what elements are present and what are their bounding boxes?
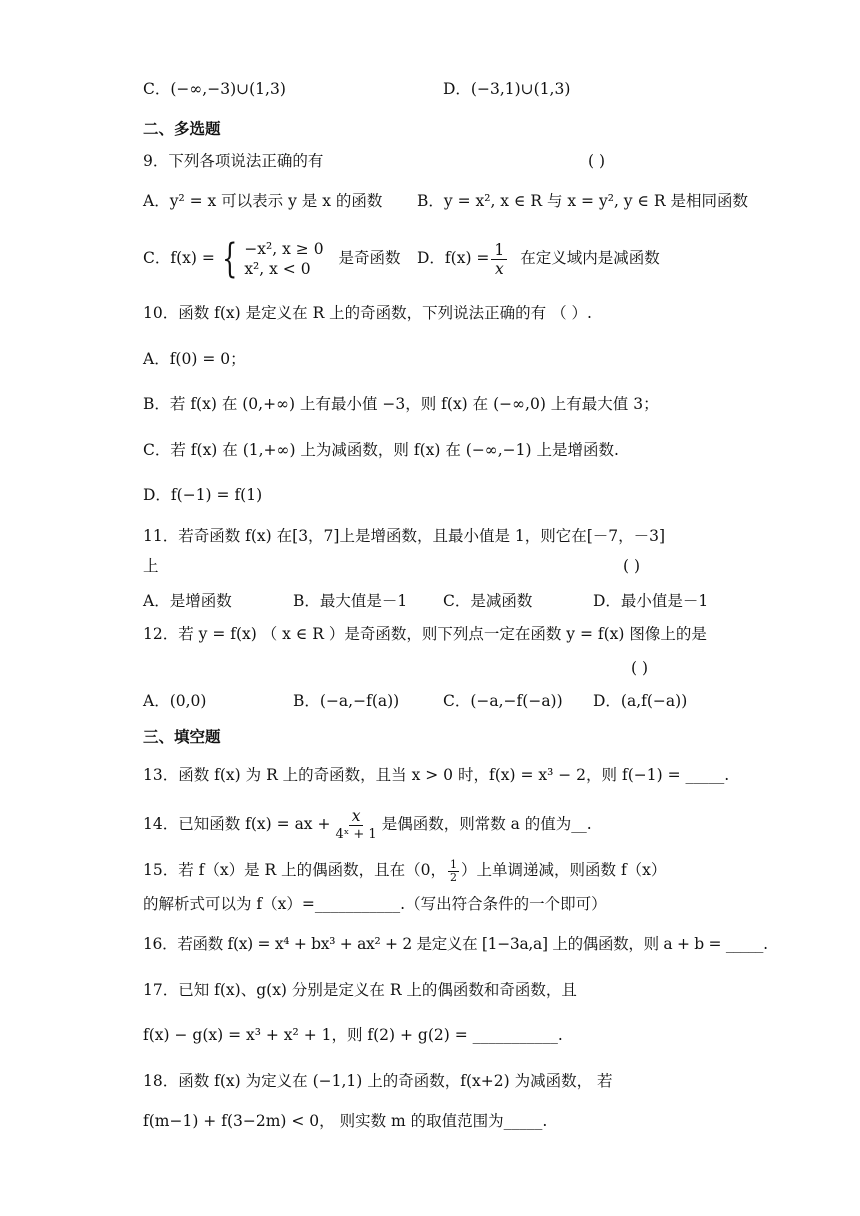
q14-text — [143, 804, 592, 844]
fraction-denominator: x — [494, 259, 504, 278]
fraction-denominator: 4ˣ + 1 — [335, 826, 377, 842]
q15-line1 — [143, 852, 666, 888]
fraction-one-half — [448, 859, 459, 884]
q10-stem: 10．函数 f(x) 是定义在 R 上的奇函数，下列说法正确的有 （ ）. — [143, 304, 592, 322]
q9-option-c — [143, 236, 401, 280]
q12-option-c: C．(−a,−f(−a)) — [443, 692, 563, 710]
piecewise-case-2: x², x < 0 — [244, 260, 311, 278]
q9-option-d — [417, 236, 660, 280]
q9-stem: 9．下列各项说法正确的有 — [143, 152, 324, 170]
q9-answer-paren: ( ) — [588, 152, 606, 170]
fraction-numerator: 1 — [450, 857, 458, 871]
q13-text: 13．函数 f(x) 为 R 上的奇函数，且当 x > 0 时，f(x) = x³ − 2，则 f(−1) = _____. — [143, 766, 730, 784]
q15-suffix: ）上单调递减，则函数 f（x） — [461, 861, 667, 879]
left-brace-icon: { — [221, 236, 238, 282]
q10-option-d: D．f(−1) = f(1) — [143, 486, 263, 504]
fraction-one-over-x — [491, 241, 507, 278]
q11-option-b: B．最大值是－1 — [293, 592, 408, 610]
q9-option-a: A．y² = x 可以表示 y 是 x 的函数 — [143, 192, 383, 210]
section-heading-multi-choice: 二、多选题 — [143, 120, 221, 138]
q14-prefix: 14．已知函数 f(x) = ax + — [143, 815, 331, 833]
q11-stem-continued: 上 — [143, 557, 159, 575]
section-heading-fill-in: 三、填空题 — [143, 728, 221, 746]
q12-stem: 12．若 y = f(x) （ x ∈ R ）是奇函数，则下列点一定在函数 y = f(x) 图像上的是 — [143, 625, 707, 643]
piecewise-cases — [244, 239, 323, 279]
fraction-x-over-4x-plus-1 — [332, 807, 379, 844]
q12-option-b: B．(−a,−f(a)) — [293, 692, 400, 710]
q9-option-c-suffix: 是奇函数 — [338, 249, 401, 267]
q12-answer-paren: ( ) — [631, 659, 649, 677]
q8-option-c: C．(−∞,−3)∪(1,3) — [143, 80, 286, 98]
q17-line2: f(x) − g(x) = x³ + x² + 1，则 f(2) + g(2) = ___________. — [143, 1026, 563, 1044]
q10-option-a: A．f(0) = 0； — [143, 350, 246, 368]
q9-option-d-suffix: 在定义域内是减函数 — [520, 249, 660, 267]
q11-option-a: A．是增函数 — [143, 592, 232, 610]
q11-answer-paren: ( ) — [623, 557, 641, 575]
q15-prefix: 15．若 f（x）是 R 上的偶函数，且在（0， — [143, 861, 447, 879]
q12-option-d: D．(a,f(−a)) — [593, 692, 688, 710]
q12-option-a: A．(0,0) — [143, 692, 207, 710]
q17-line1: 17．已知 f(x)、g(x) 分别是定义在 R 上的偶函数和奇函数，且 — [143, 981, 577, 999]
fraction-denominator: 2 — [450, 870, 458, 884]
fraction-numerator: x — [349, 807, 364, 826]
q8-option-d: D．(−3,1)∪(1,3) — [443, 80, 571, 98]
q10-option-c: C．若 f(x) 在 (1,+∞) 上为减函数，则 f(x) 在 (−∞,−1) 上是增函数. — [143, 441, 619, 459]
q9-option-b: B．y = x², x ∈ R 与 x = y², y ∈ R 是相同函数 — [417, 192, 748, 210]
q18-line2: f(m−1) + f(3−2m) < 0， 则实数 m 的取值范围为_____. — [143, 1112, 548, 1130]
q10-option-b: B．若 f(x) 在 (0,+∞) 上有最小值 −3，则 f(x) 在 (−∞,0) 上有最大值 3； — [143, 395, 659, 413]
q15-line2: 的解析式可以为 f（x）=___________.（写出符合条件的一个即可） — [143, 895, 607, 913]
q9-option-c-prefix: C．f(x) = — [143, 249, 215, 267]
q14-suffix: 是偶函数，则常数 a 的值为__. — [381, 815, 592, 833]
q16-text: 16．若函数 f(x) = x⁴ + bx³ + ax² + 2 是定义在 [1−3a,a] 上的偶函数，则 a + b = _____. — [143, 935, 768, 953]
fraction-numerator: 1 — [491, 241, 507, 260]
q11-option-c: C．是减函数 — [443, 592, 533, 610]
q11-stem: 11．若奇函数 f(x) 在[3，7]上是增函数，且最小值是 1，则它在[－7，－3] — [143, 527, 666, 545]
piecewise-case-1: −x², x ≥ 0 — [244, 240, 324, 258]
q9-option-d-prefix: D．f(x) = — [417, 249, 490, 267]
q18-line1: 18．函数 f(x) 为定义在 (−1,1) 上的奇函数，f(x+2) 为减函数， 若 — [143, 1072, 613, 1090]
q11-option-d: D．最小值是－1 — [593, 592, 709, 610]
